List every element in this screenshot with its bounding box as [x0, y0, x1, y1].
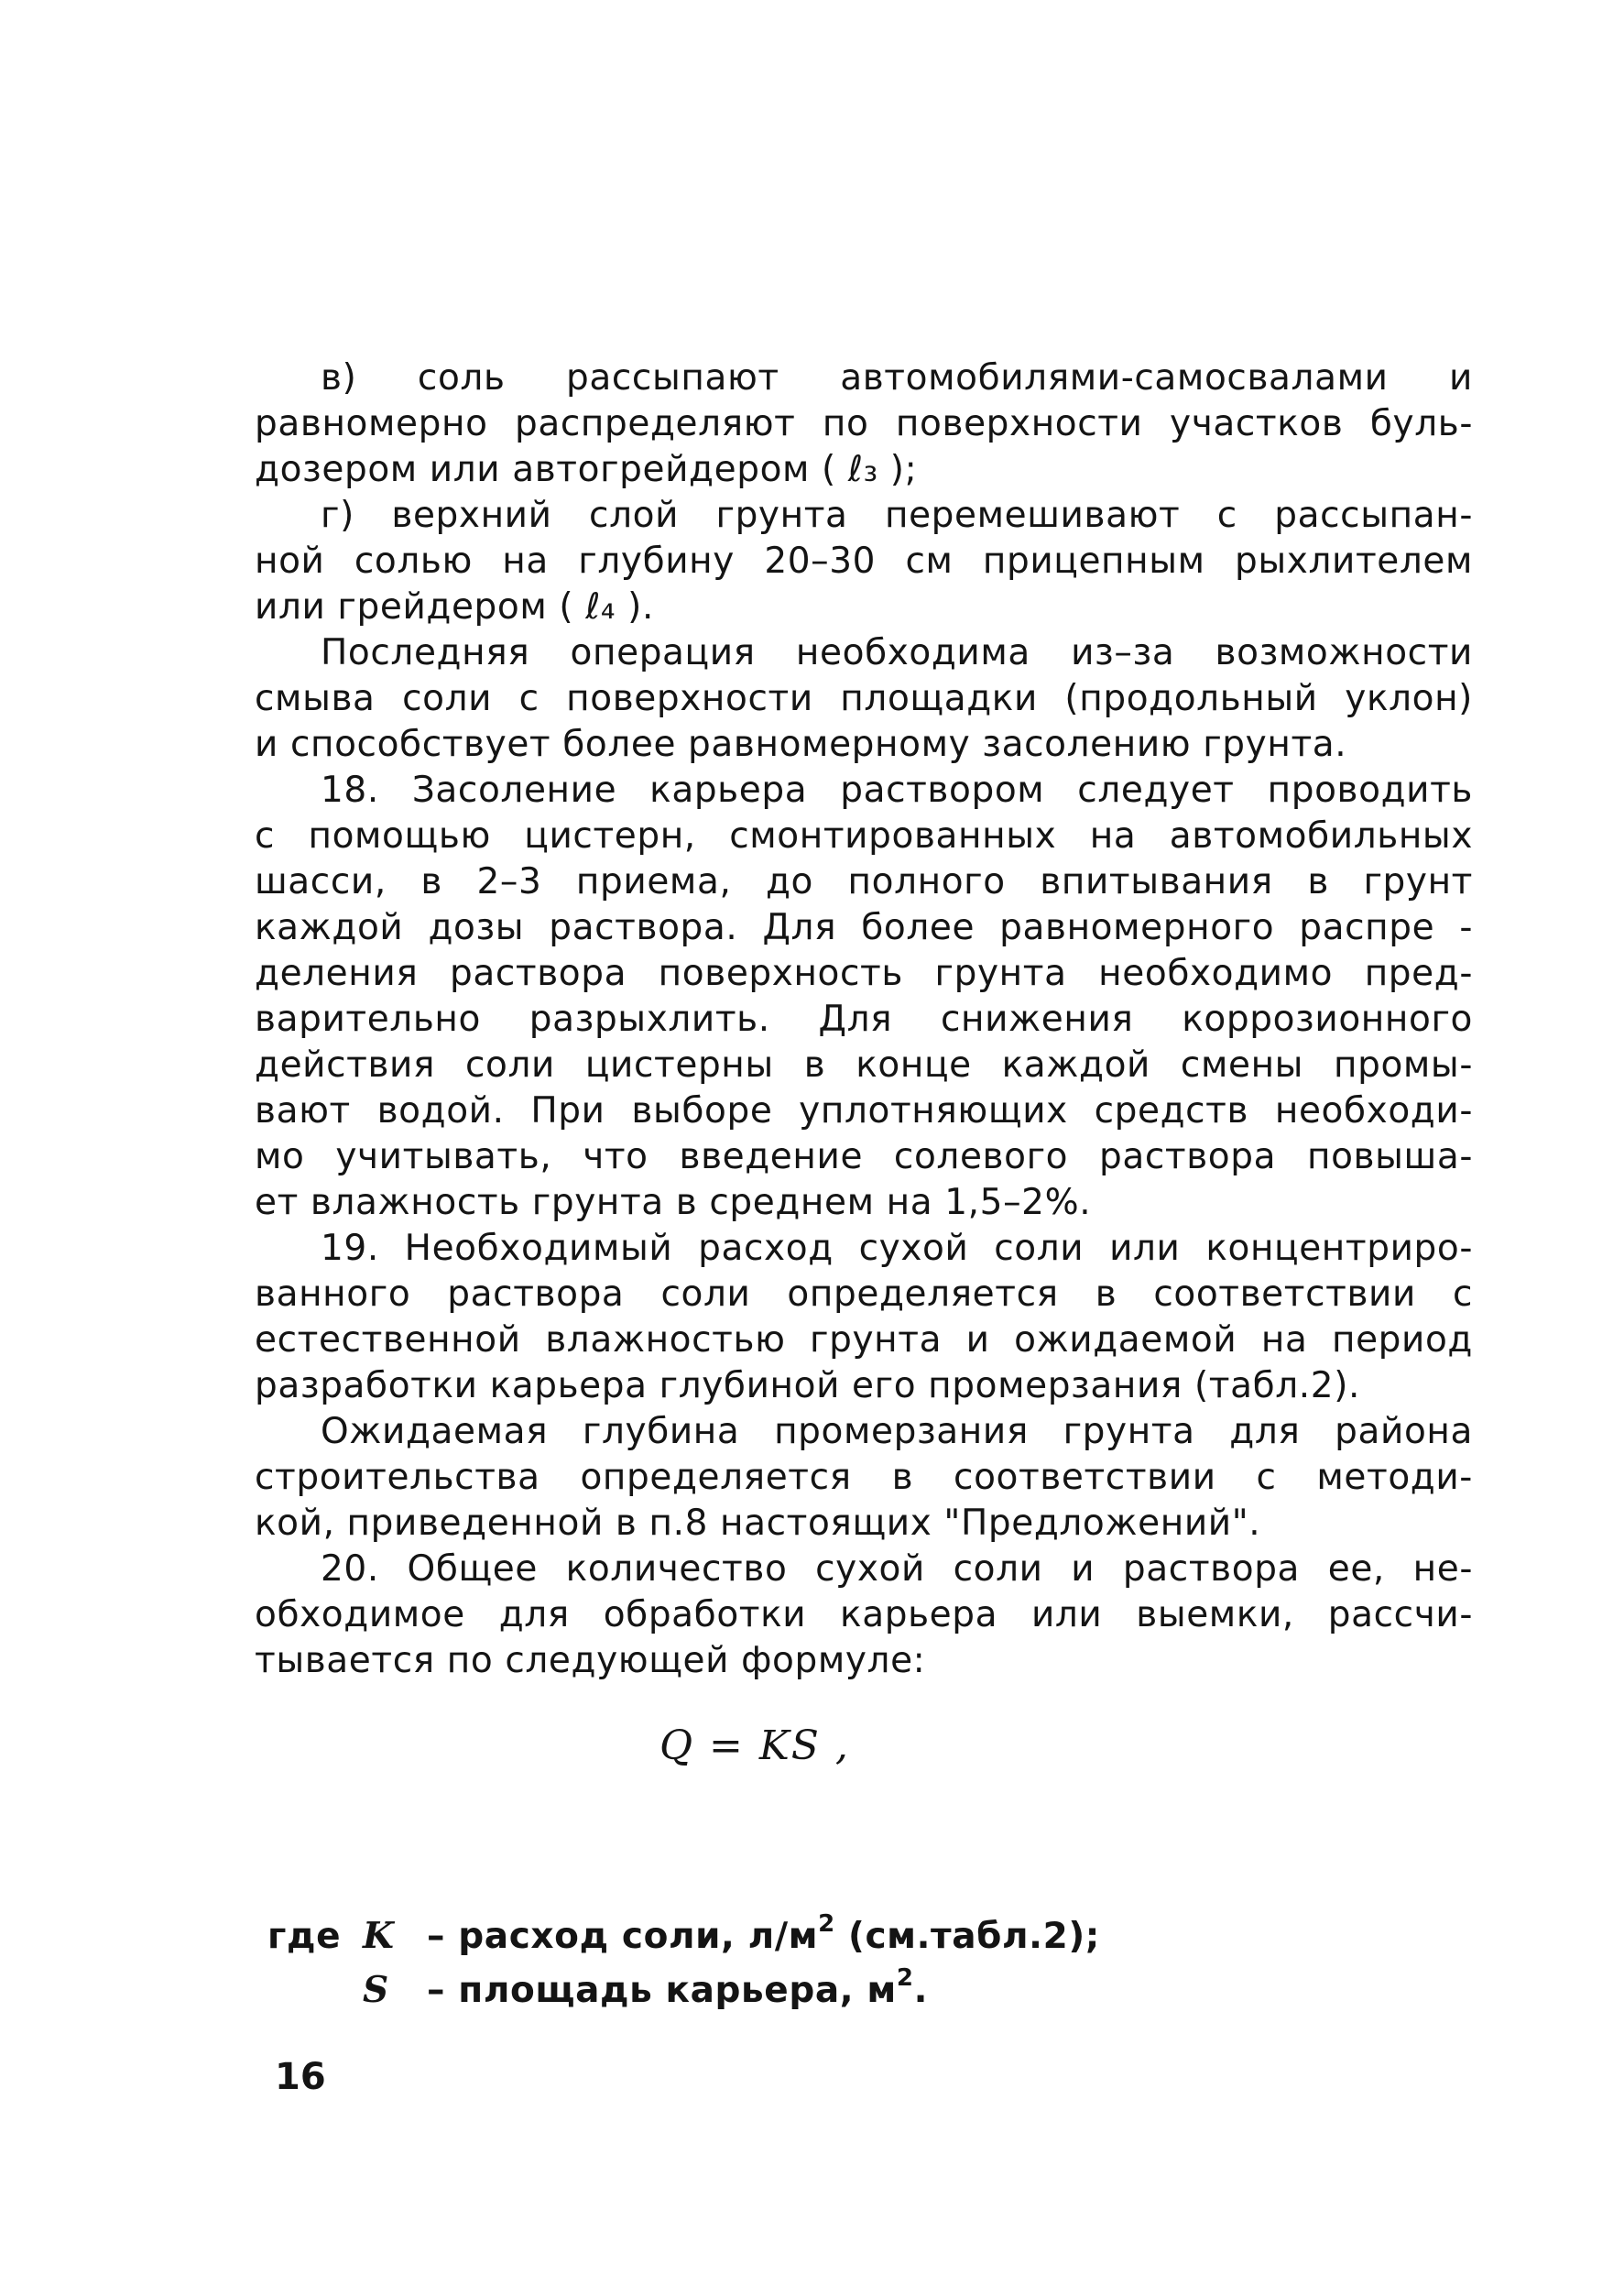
text-line: вают водой. При выборе уплотняющих средств необходи-	[255, 1090, 1473, 1132]
text-line: тывается по следующей формуле:	[255, 1640, 926, 1681]
paragraph-p-v	[255, 355, 1473, 493]
text-line: в) соль рассыпают автомобилями-самосвалами и	[321, 357, 1473, 399]
paragraph-p-19	[255, 1226, 1473, 1409]
text-line: ной солью на глубину 20–30 см прицепным рыхлителем	[255, 541, 1473, 582]
paragraph-p-g	[255, 493, 1473, 630]
text-line: г) верхний слой грунта перемешивают с рассыпан-	[321, 495, 1473, 536]
text-line: строительства определяется в соответствии с методи-	[255, 1457, 1473, 1498]
text-line: варительно разрыхлить. Для снижения коррозионного	[255, 999, 1473, 1040]
text-line: деления раствора поверхность грунта необходимо пред-	[255, 953, 1473, 994]
text-line: с помощью цистерн, смонтированных на автомобильных	[255, 815, 1473, 857]
text-line: естественной влажностью грунта и ожидаемой на период	[255, 1319, 1473, 1361]
paragraph-p-depth	[255, 1409, 1473, 1547]
text-line: 19. Необходимый расход сухой соли или концентриро-	[321, 1228, 1473, 1269]
legend-desc-s: – площадь карьера, м	[427, 1970, 897, 2011]
text-line: ет влажность грунта в среднем на 1,5–2%.	[255, 1182, 1092, 1223]
text-line: 20. Общее количество сухой соли и раствора ее, не-	[321, 1548, 1473, 1590]
paragraph-p-last-op	[255, 630, 1473, 768]
page-number: 16	[275, 2056, 326, 2098]
body-text	[255, 355, 1473, 1684]
paragraph-p-20	[255, 1547, 1473, 1684]
text-line: шасси, в 2–3 приема, до полного впитывания в грунт	[255, 861, 1473, 902]
legend-sup-k: 2	[818, 1910, 835, 1938]
formula-legend	[267, 1909, 1275, 2017]
legend-row-s	[267, 1963, 1275, 2017]
paragraph-p-18	[255, 768, 1473, 1226]
text-line: обходимое для обработки карьера или выемки, рассчи-	[255, 1594, 1473, 1635]
formula-text: Q = KS ,	[659, 1722, 850, 1769]
text-line: Последняя операция необходима из–за возможности	[321, 632, 1473, 673]
text-line: или грейдером ( ℓ₄ ).	[255, 586, 654, 628]
text-line: разработки карьера глубиной его промерзания (табл.2).	[255, 1365, 1361, 1406]
formula	[659, 1722, 1026, 1769]
text-line: смыва соли с поверхности площадки (продольный уклон)	[255, 678, 1473, 719]
text-line: действия соли цистерны в конце каждой смены промы-	[255, 1044, 1473, 1086]
legend-row-k	[267, 1909, 1275, 1963]
text-line: Ожидаемая глубина промерзания грунта для района	[321, 1411, 1473, 1452]
legend-label: где	[267, 1916, 342, 1957]
text-line: равномерно распределяют по поверхности участков буль-	[255, 403, 1473, 444]
text-line: кой, приведенной в п.8 настоящих "Предложений".	[255, 1503, 1261, 1544]
text-line: мо учитывать, что введение солевого раствора повыша-	[255, 1136, 1473, 1177]
legend-sup-s: 2	[896, 1964, 914, 1992]
text-line: и способствует более равномерному засолению грунта.	[255, 724, 1347, 765]
legend-symbol-k: K	[363, 1915, 395, 1957]
text-line: 18. Засоление карьера раствором следует проводить	[321, 770, 1473, 811]
legend-symbol-s: S	[363, 1969, 389, 2011]
legend-desc-k: – расход соли, л/м	[427, 1916, 819, 1957]
text-line: каждой дозы раствора. Для более равномерного распре -	[255, 907, 1473, 948]
text-line: дозером или автогрейдером ( ℓ₃ );	[255, 449, 918, 490]
legend-tail-s: .	[913, 1970, 928, 2011]
text-line: ванного раствора соли определяется в соответствии с	[255, 1274, 1473, 1315]
legend-tail-k: (см.табл.2);	[834, 1916, 1100, 1957]
